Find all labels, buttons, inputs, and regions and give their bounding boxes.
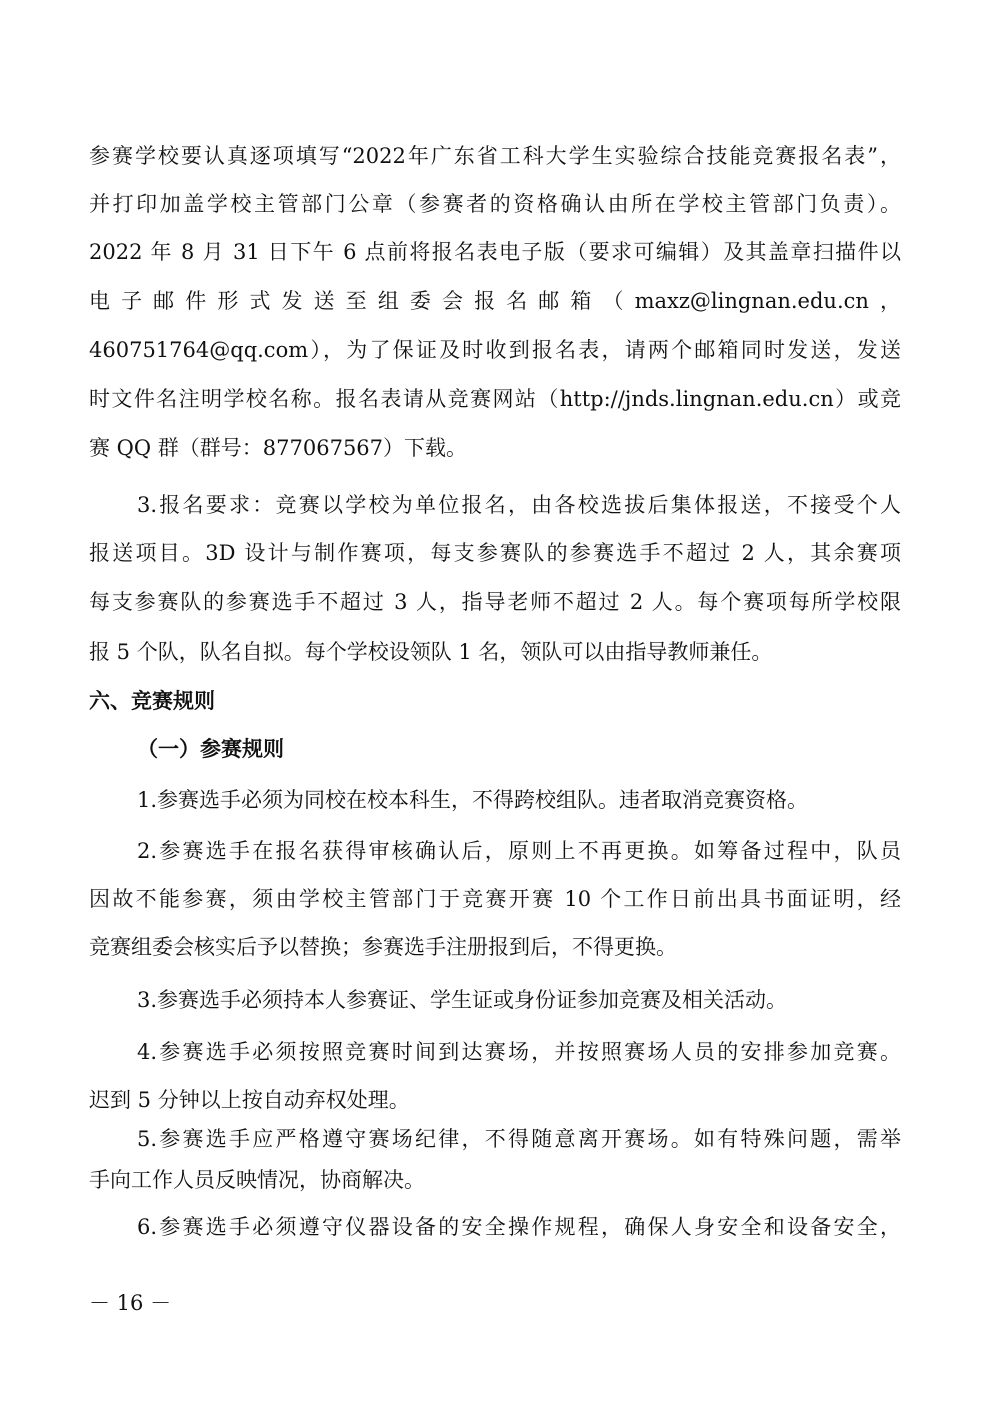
body-line: 460751764@qq.com），为了保证及时收到报名表，请两个邮箱同时发送，发送 bbox=[89, 338, 901, 362]
body-line: 报送项目。3D 设计与制作赛项，每支参赛队的参赛选手不超过 2 人，其余赛项 bbox=[89, 541, 901, 565]
body-line: 时文件名注明学校名称。报名表请从竞赛网站（http://jnds.lingnan.edu.cn）或竞 bbox=[89, 387, 901, 411]
body-line: 4.参赛选手必须按照竞赛时间到达赛场，并按照赛场人员的安排参加竞赛。 bbox=[137, 1040, 901, 1064]
body-line: 每支参赛队的参赛选手不超过 3 人，指导老师不超过 2 人。每个赛项每所学校限 bbox=[89, 590, 901, 614]
body-line: 并打印加盖学校主管部门公章（参赛者的资格确认由所在学校主管部门负责）。 bbox=[89, 192, 901, 216]
body-line: 手向工作人员反映情况，协商解决。 bbox=[89, 1168, 425, 1192]
subsection-heading: （一）参赛规则 bbox=[137, 737, 284, 761]
body-line: 3.报名要求：竞赛以学校为单位报名，由各校选拔后集体报送，不接受个人 bbox=[137, 493, 901, 517]
body-line: 报 5 个队，队名自拟。每个学校设领队 1 名，领队可以由指导教师兼任。 bbox=[89, 640, 773, 664]
body-line: 竞赛组委会核实后予以替换；参赛选手注册报到后，不得更换。 bbox=[89, 935, 677, 959]
body-line: 1.参赛选手必须为同校在校本科生，不得跨校组队。违者取消竞赛资格。 bbox=[137, 788, 809, 812]
page-number: － 16 － bbox=[89, 1291, 172, 1315]
body-line: 电子邮件形式发送至组委会报名邮箱（maxz@lingnan.edu.cn， bbox=[89, 289, 901, 313]
section-heading: 六、竞赛规则 bbox=[89, 689, 215, 713]
body-line: 3.参赛选手必须持本人参赛证、学生证或身份证参加竞赛及相关活动。 bbox=[137, 988, 788, 1012]
body-line: 2022 年 8 月 31 日下午 6 点前将报名表电子版（要求可编辑）及其盖章扫描件以 bbox=[89, 240, 901, 264]
body-line: 赛 QQ 群（群号：877067567）下载。 bbox=[89, 436, 468, 460]
body-line: 参赛学校要认真逐项填写“2022年广东省工科大学生实验综合技能竞赛报名表”， bbox=[89, 144, 901, 168]
body-line: 因故不能参赛，须由学校主管部门于竞赛开赛 10 个工作日前出具书面证明，经 bbox=[89, 887, 901, 911]
body-line: 迟到 5 分钟以上按自动弃权处理。 bbox=[89, 1088, 410, 1112]
body-line: 2.参赛选手在报名获得审核确认后，原则上不再更换。如筹备过程中，队员 bbox=[137, 839, 901, 863]
body-line: 5.参赛选手应严格遵守赛场纪律，不得随意离开赛场。如有特殊问题，需举 bbox=[137, 1127, 901, 1151]
body-line: 6.参赛选手必须遵守仪器设备的安全操作规程，确保人身安全和设备安全， bbox=[137, 1215, 901, 1239]
